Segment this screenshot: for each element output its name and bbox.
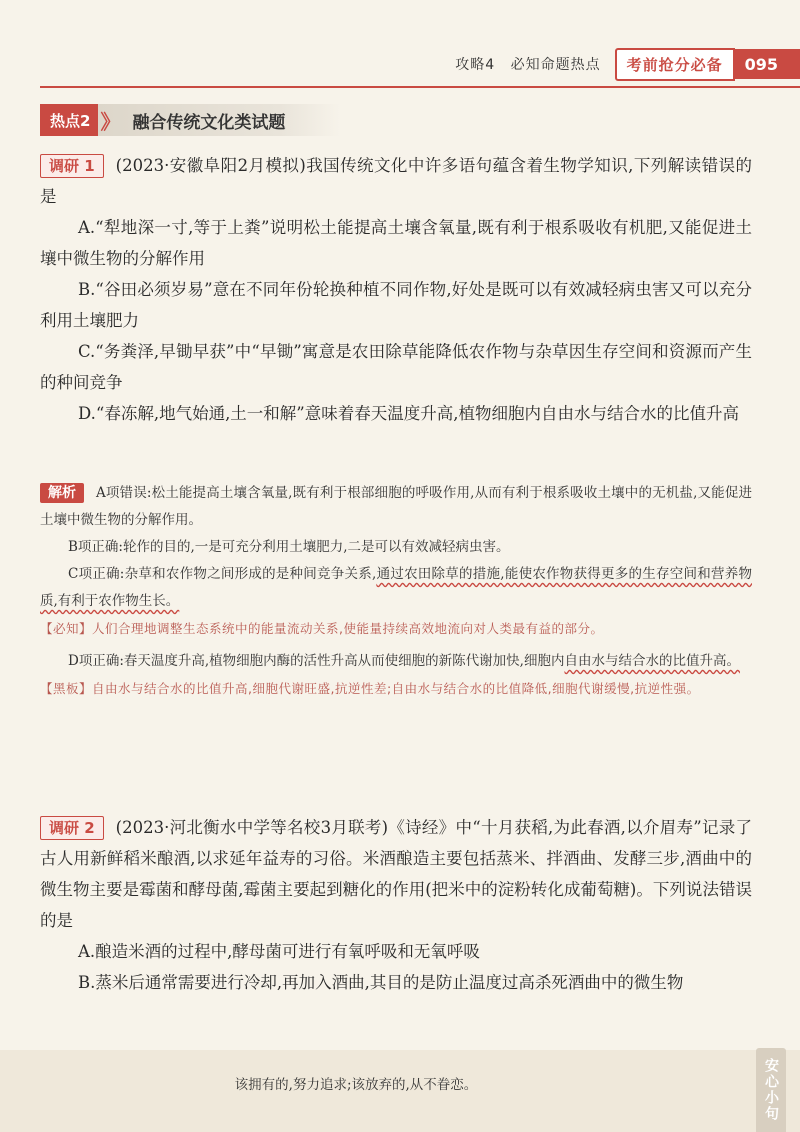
note-must-know: 【必知】人们合理地调整生态系统中的能量流动关系,使能量持续高效地流向对人类最有益的部分。 xyxy=(40,621,604,636)
question-1-tag: 调研 1 xyxy=(40,154,104,178)
analysis-a-text: A项错误:松土能提高土壤含氧量,既有利于根部细胞的呼吸作用,从而有利于根系吸收土壤中的无机盐,又能促进土壤中微生物的分解作用。 xyxy=(40,485,752,528)
header-subtitle: 必知命题热点 xyxy=(510,57,601,73)
header-divider xyxy=(40,86,800,88)
page-number: 095 xyxy=(735,49,800,79)
analysis-c-text: C项正确:杂草和农作物之间形成的是种间竞争关系, xyxy=(68,566,377,582)
section-title-bar xyxy=(40,104,340,136)
section-tag: 热点2 xyxy=(40,104,98,136)
header-badge: 考前抢分必备 xyxy=(615,48,735,81)
header-strategy: 攻略4 xyxy=(455,57,496,73)
analysis-b: B项正确:轮作的目的,一是可充分利用土壤肥力,二是可以有效减轻病虫害。 xyxy=(68,539,510,555)
question-1 xyxy=(40,150,752,429)
chevron-right-icon: 》 xyxy=(100,109,121,134)
question-2-option-a: A.酿造米酒的过程中,酵母菌可进行有氧呼吸和无氧呼吸 xyxy=(78,942,480,961)
question-2-option-b: B.蒸米后通常需要进行冷却,再加入酒曲,其目的是防止温度过高杀死酒曲中的微生物 xyxy=(78,973,684,992)
page-header xyxy=(445,44,800,84)
question-2-stem xyxy=(40,812,752,936)
question-2 xyxy=(40,812,752,998)
header-text xyxy=(445,54,600,74)
question-1-stem-text: (2023·安徽阜阳2月模拟)我国传统文化中许多语句蕴含着生物学知识,下列解读错误的是 xyxy=(40,156,752,206)
analysis-a xyxy=(40,480,752,534)
question-1-option-b: B.“谷田必须岁易”意在不同年份轮换种植不同作物,好处是既可以有效减轻病虫害又可以充分利用土壤肥力 xyxy=(40,280,752,330)
question-1-stem xyxy=(40,150,752,212)
analysis-d-highlight: 自由水与结合水的比值升高。 xyxy=(564,653,740,669)
analysis-tag: 解析 xyxy=(40,483,84,503)
question-1-option-d: D.“春冻解,地气始通,土一和解”意味着春天温度升高,植物细胞内自由水与结合水的比值升高 xyxy=(78,404,739,423)
note-blackboard: 【黑板】自由水与结合水的比值升高,细胞代谢旺盛,抗逆性差;自由水与结合水的比值降低,细胞代谢缓慢,抗逆性强。 xyxy=(40,681,700,696)
question-2-tag: 调研 2 xyxy=(40,816,104,840)
section-title: 融合传统文化类试题 xyxy=(132,112,286,133)
analysis-block xyxy=(40,480,752,702)
analysis-c-highlight: 通过农田除草的措施,能使农作物获得更多的生存空间和营养物质,有利于农作物生长。 xyxy=(40,566,752,609)
analysis-d xyxy=(40,648,752,675)
question-1-option-c: C.“务粪泽,早锄早获”中“早锄”寓意是农田除草能降低农作物与杂草因生存空间和资源而产生的种间竞争 xyxy=(40,342,752,392)
question-2-stem-text: (2023·河北衡水中学等名校3月联考)《诗经》中“十月获稻,为此春酒,以介眉寿”记录了古人用新鲜稻米酿酒,以求延年益寿的习俗。米酒酿造主要包括蒸米、拌酒曲、发酵三步,酒曲中的微生物主要是霉菌和酵母菌,霉菌主要起到糖化的作用(把米中的淀粉转化成葡萄糖)。下列说法错误的是 xyxy=(40,818,752,930)
question-1-option-a: A.“犁地深一寸,等于上粪”说明松土能提高土壤含氧量,既有利于根系吸收有机肥,又能促进土壤中微生物的分解作用 xyxy=(40,218,752,268)
analysis-d-text: D项正确:春天温度升高,植物细胞内酶的活性升高从而使细胞的新陈代谢加快,细胞内 xyxy=(68,653,565,669)
footer-side-label: 安心小句 xyxy=(756,1048,786,1132)
footer-motto: 该拥有的,努力追求;该放弃的,从不眷恋。 xyxy=(234,1077,478,1093)
analysis-c xyxy=(40,561,752,615)
